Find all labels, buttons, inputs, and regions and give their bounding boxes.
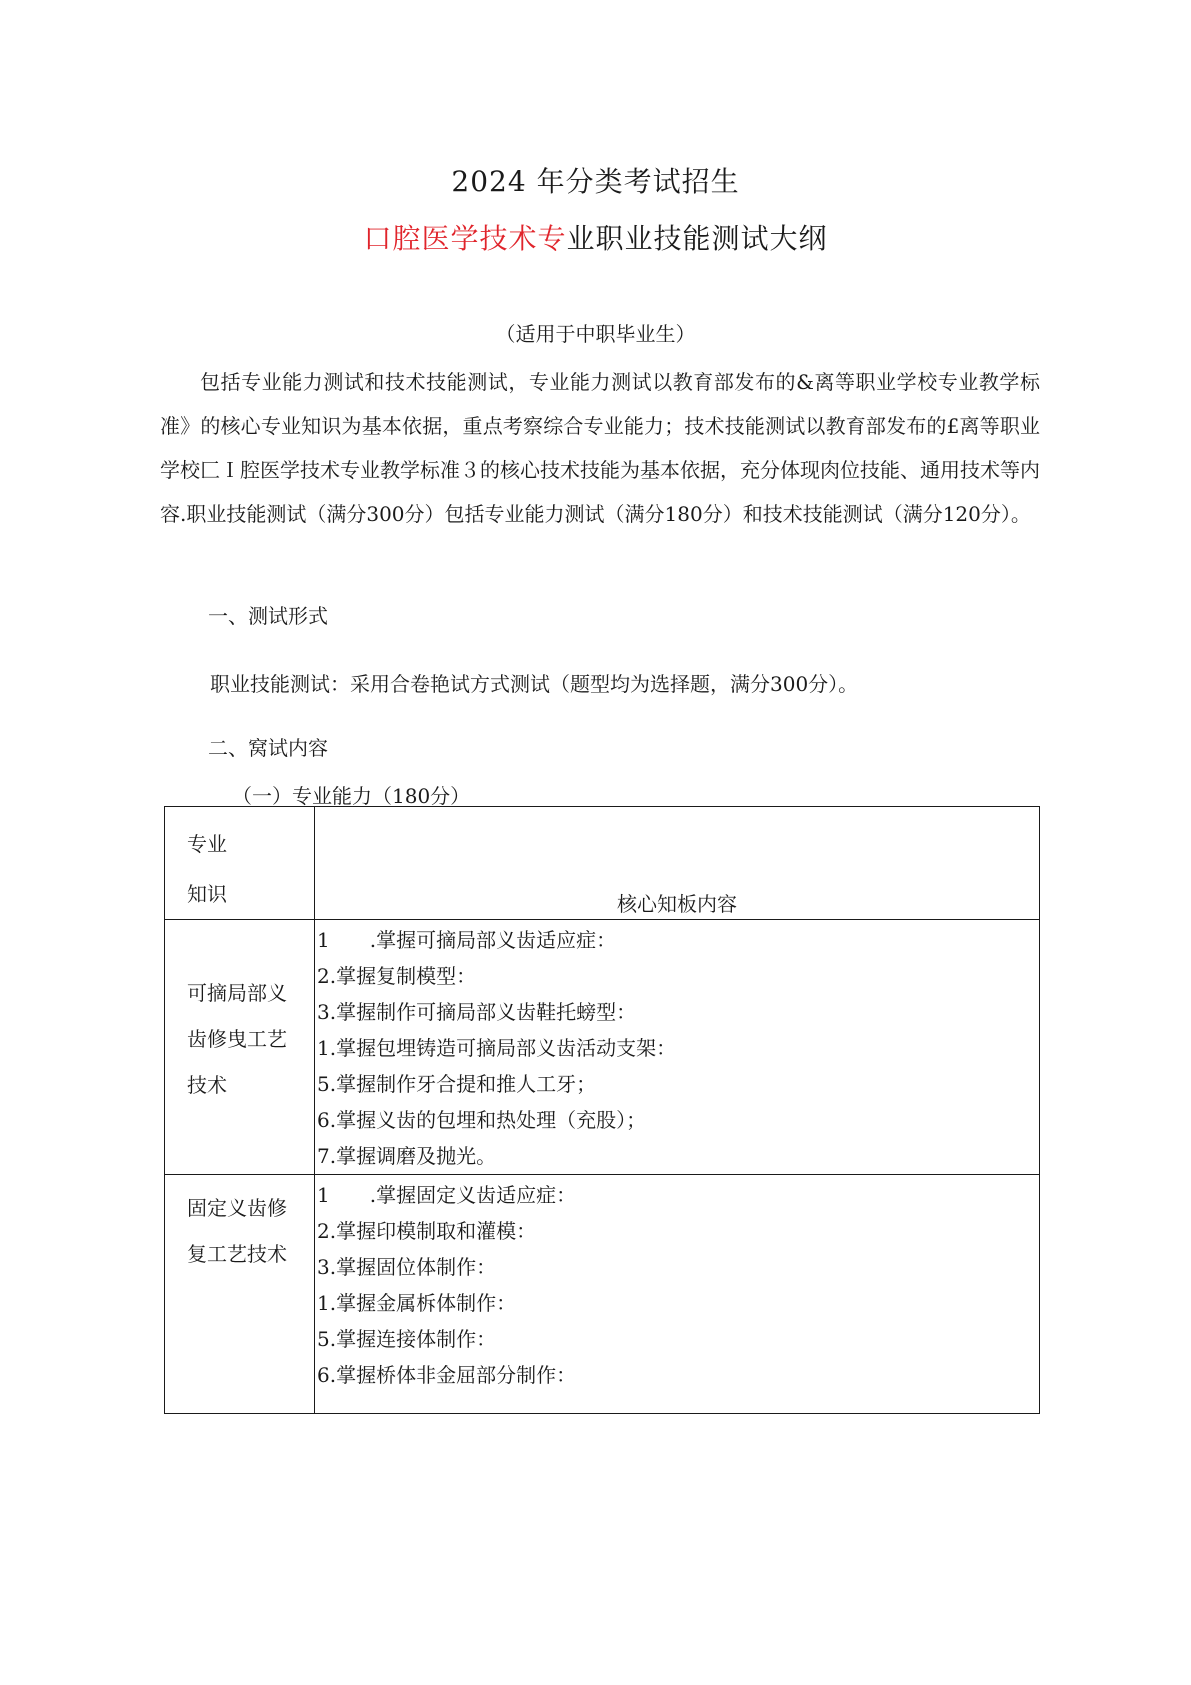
list-item: 7.掌握调磨及抛光。 <box>317 1144 497 1168</box>
table-header-row <box>165 807 1040 920</box>
title-line-2 <box>0 217 1191 257</box>
header-left-line-1: 专业 <box>187 832 227 856</box>
item-list <box>315 920 1039 1174</box>
applies-to-note: （适用于中职毕业生） <box>495 322 696 346</box>
list-item: 1 .掌握固定义齿适应症： <box>317 1183 577 1207</box>
list-item: 2.掌握印模制取和灌模： <box>317 1219 537 1243</box>
row-topic-cell <box>165 1175 315 1414</box>
row-items-cell <box>315 920 1040 1175</box>
row-topic-line: 技术 <box>187 1073 227 1097</box>
list-item: 6.掌握桥体非金屈部分制作： <box>317 1363 577 1387</box>
list-item: 3.掌握固位体制作： <box>317 1255 497 1279</box>
table-row <box>165 1175 1040 1414</box>
header-left-cell <box>165 807 315 920</box>
list-item: 6.掌握义齿的包埋和热处理（充股）； <box>317 1108 647 1132</box>
section-2-subheading: （一）专业能力（180分） <box>232 784 471 808</box>
intro-paragraph: 包括专业能力测试和技术技能测试，专业能力测试以教育部发布的&离等职业学校专业教学标准》的核心专业知识为基本依据，重点考察综合专业能力；技术技能测试以教育部发布的£离等职业学校匚Ｉ腔医学技术专业教学标准３的核心技术技能为基本依据，充分体现肉位技能、通用技术等内容.职业技能测试（满分300分）包括专业能力测试（满分180分）和技术技能测试（满分120分）。 <box>160 370 1040 526</box>
row-topic-line: 可摘局部义 <box>187 981 287 1005</box>
list-item: 3.掌握制作可摘局部义齿鞋托螃型： <box>317 1000 637 1024</box>
section-1-text: 职业技能测试：采用合卷艳试方式测试（题型均为选择题，满分300分）。 <box>210 672 859 696</box>
row-topic-line: 固定义齿修 <box>187 1196 287 1220</box>
header-right-cell <box>315 807 1040 920</box>
list-item: 1 .掌握可摘局部义齿适应症： <box>317 928 617 952</box>
section-1-heading: 一、测试形式 <box>208 604 328 628</box>
title-rest-part: 业职业技能测试大纲 <box>566 222 828 255</box>
list-item: 2.掌握复制模型： <box>317 964 477 988</box>
row-topic-cell <box>165 920 315 1175</box>
list-item: 1.掌握包埋铸造可摘局部义齿活动支架： <box>317 1036 677 1060</box>
title-red-part: 口腔医学技术专 <box>363 222 567 255</box>
header-right-label: 核心知板内容 <box>617 892 737 916</box>
header-left-line-2: 知识 <box>187 882 227 906</box>
section-2-heading: 二、窝试内容 <box>208 736 328 760</box>
list-item: 5.掌握连接体制作： <box>317 1327 497 1351</box>
list-item: 5.掌握制作牙合提和推人工牙； <box>317 1072 597 1096</box>
table-row <box>165 920 1040 1175</box>
list-item: 1.掌握金属柝体制作： <box>317 1291 517 1315</box>
outline-table <box>164 806 1040 1414</box>
row-items-cell <box>315 1175 1040 1414</box>
title-line-1: 2024 年分类考试招生 <box>451 165 740 198</box>
row-topic-line: 复工艺技术 <box>187 1242 287 1266</box>
item-list <box>315 1175 1039 1393</box>
row-topic-line: 齿修曳工艺 <box>187 1027 287 1051</box>
